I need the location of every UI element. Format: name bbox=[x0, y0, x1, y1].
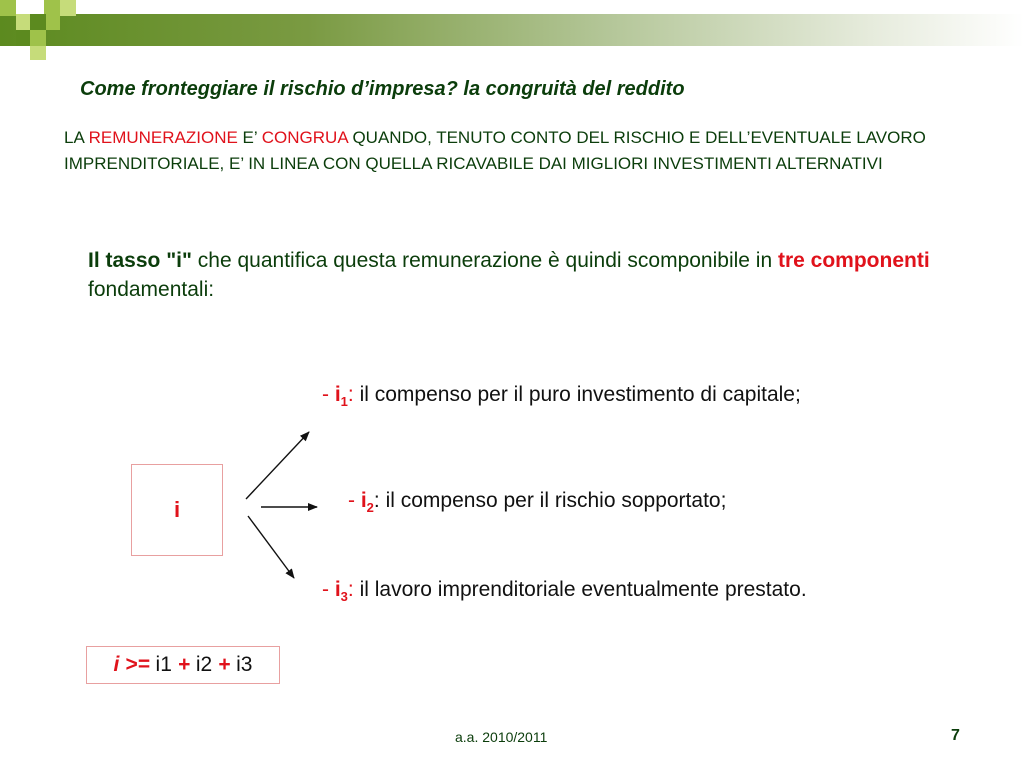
component-i3: - $i_3$: il lavoro imprenditoriale eventualmente prestato. bbox=[322, 578, 807, 605]
slide-title: Come fronteggiare il rischio d’impresa? la congruità del reddito bbox=[80, 78, 685, 100]
footer-academic-year: a.a. 2010/2011 bbox=[455, 729, 548, 745]
tre-componenti-highlight: tre componenti bbox=[777, 249, 930, 272]
remunerazione-highlight: REMUNERAZIONE bbox=[88, 128, 238, 147]
component-i1: - $i_1$: il compenso per il puro investimento di capitale; bbox=[322, 383, 801, 410]
tasso-paragraph: Il tasso "i" che quantifica questa remunerazione è quindi scomponibile in tre componenti fondamentali: bbox=[88, 249, 930, 301]
lead-statement: LA REMUNERAZIONE E’ CONGRUA QUANDO, TENUTO CONTO DEL RISCHIO E DELL’EVENTUALE LAVORO IMPRENDITORIALE, E’ IN LINEA CON QUELLA RICAVABILE DAI MIGLIORI INVESTIMENTI ALTERNATIVI bbox=[64, 128, 926, 173]
arrow-to-i1 bbox=[246, 432, 309, 499]
page-number: 7 bbox=[951, 727, 960, 744]
arrow-to-i3 bbox=[248, 516, 294, 578]
component-i2: - $i_2$: il compenso per il rischio sopportato; bbox=[348, 489, 727, 516]
rate-box-label: i bbox=[173, 497, 181, 522]
tasso-label: Il tasso "i" bbox=[88, 249, 192, 272]
formula-box: i >= i1 + i2 + i3 bbox=[86, 646, 280, 684]
congrua-highlight: CONGRUA bbox=[261, 128, 348, 147]
